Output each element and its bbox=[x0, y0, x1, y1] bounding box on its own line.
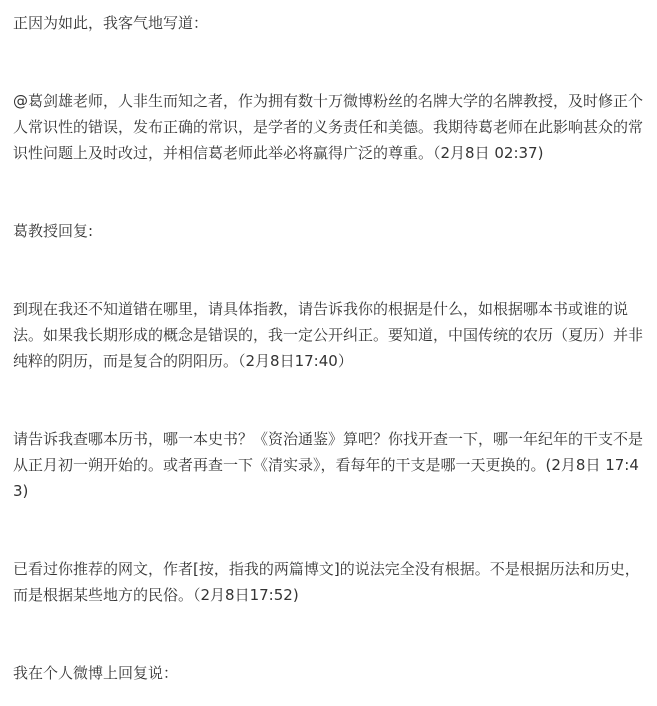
paragraph-weibo-post: @葛剑雄老师，人非生而知之者，作为拥有数十万微博粉丝的名牌大学的名牌教授，及时修正个人常识性的错误，发布正确的常识，是学者的义务责任和美德。我期待葛老师在此影响甚众的常识性问题上及时改过，并相信葛老师此举必将赢得广泛的尊重。（2月8日 02:37) bbox=[13, 92, 644, 162]
paragraph-gap bbox=[13, 504, 647, 556]
paragraph-reply-1: 到现在我还不知道错在哪里，请具体指教，请告诉我你的根据是什么，如根据哪本书或谁的说法。如果我长期形成的概念是错误的，我一定公开纠正。要知道，中国传统的农历（夏历）并非纯粹的阴历，而是复合的阴阳历。（2月8日17:40） bbox=[13, 300, 644, 370]
paragraph-reply-3: 已看过你推荐的网文，作者[按，指我的两篇博文]的说法完全没有根据。不是根据历法和历史，而是根据某些地方的民俗。（2月8日17:52) bbox=[13, 560, 640, 604]
paragraph-outro: 我在个人微博上回复说： bbox=[13, 664, 179, 682]
paragraph-reply-2: 请告诉我查哪本历书，哪一本史书？《资治通鉴》算吧？你找开查一下，哪一年纪年的干支不是从正月初一朔开始的。或者再查一下《清实录》，看每年的干支是哪一天更换的。(2月8日 17:43) bbox=[13, 430, 644, 500]
paragraph-intro: 正因为如此，我客气地写道： bbox=[13, 14, 209, 32]
paragraph-reply-heading: 葛教授回复: bbox=[13, 222, 94, 240]
paragraph-gap bbox=[13, 36, 647, 88]
paragraph-gap bbox=[13, 166, 647, 218]
paragraph-gap bbox=[13, 374, 647, 426]
paragraph-gap bbox=[13, 608, 647, 660]
paragraph-gap bbox=[13, 244, 647, 296]
